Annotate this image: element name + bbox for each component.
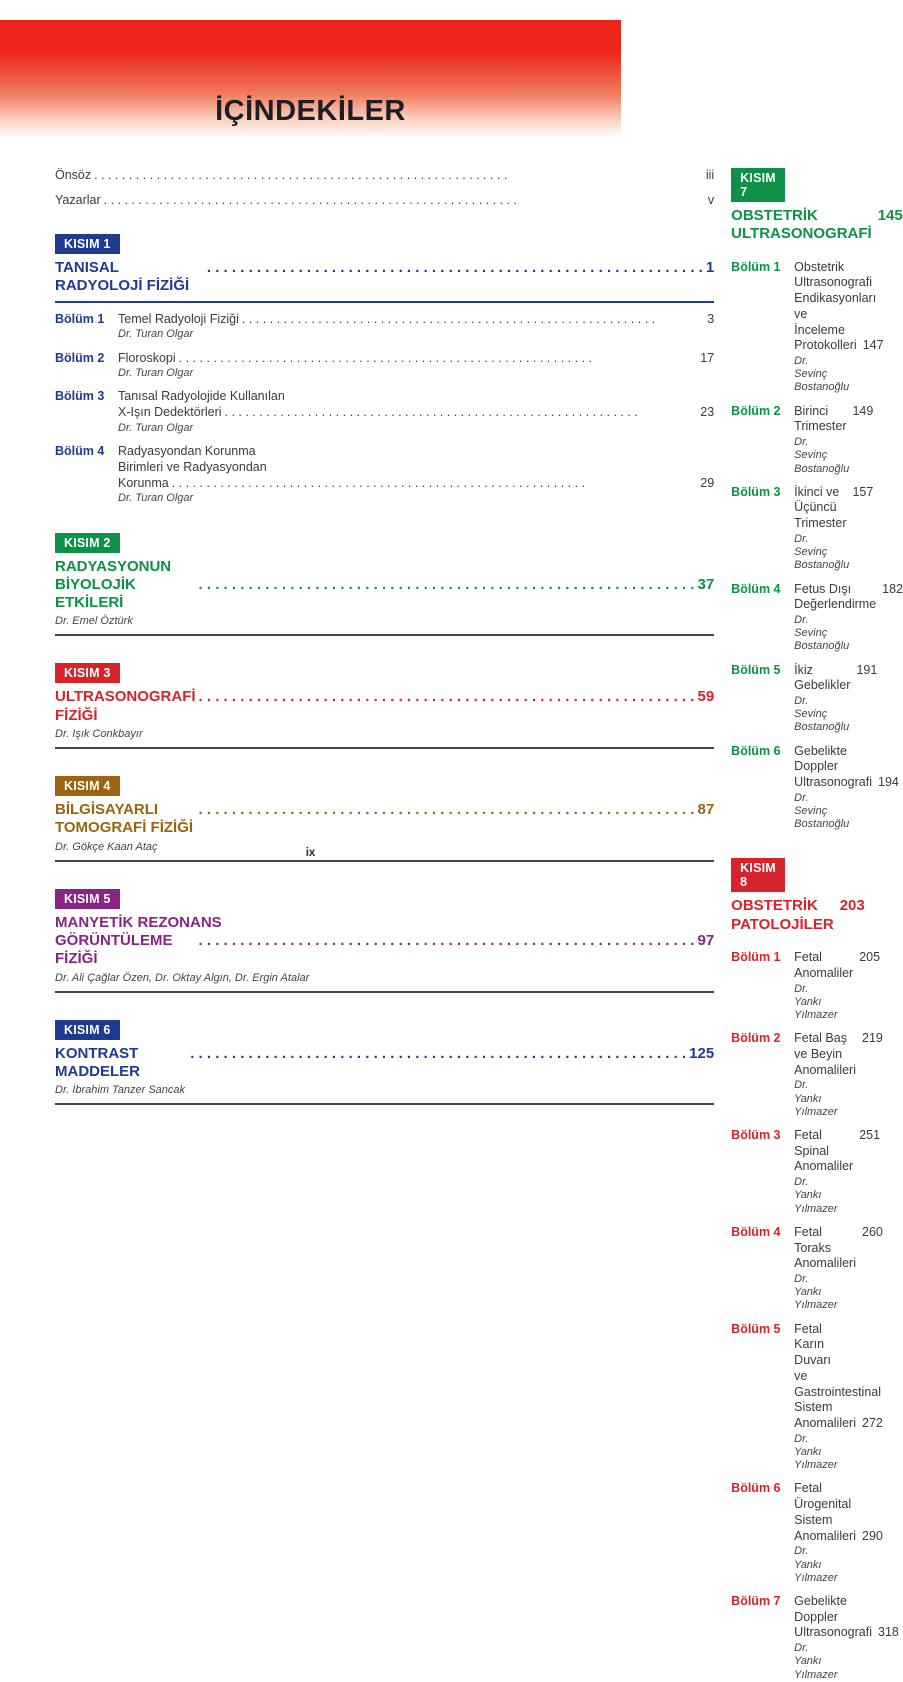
dot-leader	[179, 351, 698, 367]
chapter-page: 147	[862, 338, 884, 353]
kisim-2-title-row	[55, 558, 714, 613]
section-divider	[55, 1103, 714, 1105]
chapter-title: Birinci Trimester	[794, 403, 847, 434]
kisim-author: Dr. Işık Conkbayır	[55, 728, 143, 741]
chapter-title: Anomalileri	[794, 1528, 857, 1543]
toc-entry	[55, 351, 714, 381]
chapter-author: Dr. Turan Olgar	[118, 367, 194, 380]
kisim-1-badge: KISIM 1	[55, 234, 120, 254]
kisim-page: 1	[705, 259, 715, 276]
toc-entry	[55, 444, 714, 505]
chapter-label: Bölüm 6	[731, 743, 781, 758]
left-column	[55, 168, 714, 1682]
kisim-7-badge: KISIM 7	[731, 168, 785, 202]
top-margin	[0, 0, 621, 20]
chapter-page: 260	[862, 1224, 883, 1239]
kisim-3-badge: KISIM 3	[55, 663, 120, 683]
kisim-author: Dr. Gökçe Kaan Ataç	[55, 840, 158, 853]
chapter-title: Fetal Toraks Anomalileri	[794, 1224, 857, 1271]
chapter-label: Bölüm 2	[731, 1031, 781, 1046]
kisim-page: 203	[839, 897, 865, 915]
chapter-title: Floroskopi	[118, 350, 176, 365]
chapter-page: 29	[700, 475, 715, 490]
dot-leader	[104, 193, 705, 207]
section-kisim-1	[55, 234, 714, 506]
kisim-6-badge: KISIM 6	[55, 1020, 120, 1040]
chapter-label: Bölüm 1	[731, 950, 781, 965]
kisim-title-line: RADYASYONUN	[55, 557, 172, 575]
kisim-page: 37	[697, 575, 715, 593]
chapter-author: Dr. Turan Olgar	[118, 328, 194, 341]
kisim-title-line: MANYETİK REZONANS	[55, 913, 222, 931]
kisim-title: KONTRAST MADDELER	[55, 1044, 140, 1080]
kisim-4-badge: KISIM 4	[55, 776, 120, 796]
kisim-5-title-row	[55, 914, 714, 969]
chapter-page: 205	[859, 950, 881, 965]
kisim-page: 87	[697, 801, 715, 819]
chapter-title: Fetal Spinal Anomaliler	[794, 1127, 854, 1174]
chapter-label: Bölüm 5	[731, 662, 781, 677]
toc-content: Önsöz . . . iii Yazarlar . . . v KISIM 1 TANISAL RADYOLOJİ FİZİĞİ . . . 1 Bölüm 1 Temel Radyoloji Fiziği . . . 3 Dr. Turan Olgar Bölüm 2 Floroskopi . . . 17 Dr. Turan Olgar Bölüm 3 Tanısal Radyolojide Kullanılan X-Işın Dedektörleri . . . 23 Dr. Turan Olgar Bölüm 4 Radyasyondan Korunma Birimleri ve Radyasyondan Korunma . . . 29 Dr. Turan Olgar KISIM 2 RADYASYONUN BİYOLOJİK ETKİLERİ . . . 37 Dr. Emel Öztürk KISIM 3 ULTRASONOGRAFİ FİZİĞİ . . . 59 Dr. Işık Conkbayır KISIM 4 BİLGİSAYARLI TOMOGRAFİ FİZİĞİ . . . 87 Dr. Gökçe Kaan Ataç KISIM 5 MANYETİK REZONANS GÖRÜNTÜLEME FİZİĞİ . . . 97 Dr. Ali Çağlar Özen, Dr. Oktay Algın, Dr. Ergin Atalar KISIM 6 KONTRAST MADDELER . . . 125 Dr. İbrahim Tanzer Sancak KISIM 7 OBSTETRİK ULTRASONOGRAFİ 145 Bölüm 1 Obstetrik Ultrasonografi Endikasyonları ve İnceleme Protokolleri 147 Dr. Sevinç Bostanoğlu Bölüm 2 Birinci Trimester 149 Dr. Sevinç Bostanoğlu Bölüm 3 İkinci ve Üçüncü Trimester 157 Dr. Sevinç Bostanoğlu Bölüm 4 Fetus Dışı Değerlendirme 182 Dr. Sevinç Bostanoğlu Bölüm 5 İkiz Gebelikler 191 Dr. Sevinç Bostanoğlu Bölüm 6 Gebelikte Doppler Ultrasonografi 194 Dr. Sevinç Bostanoğlu KISIM 8 OBSTETRİK PATOLOJİLER 203 Bölüm 1 Fetal Anomaliler 205 Dr. Yankı Yılmazer Bölüm 2 Fetal Baş ve Beyin Anomalileri 219 Dr. Yankı Yılmazer Bölüm 3 Fetal Spinal Anomaliler 251 Dr. Yankı Yılmazer Bölüm 4 Fetal Toraks Anomalileri 260 Dr. Yankı Yılmazer Bölüm 5 Fetal Karın Duvarı ve Gastrointestinal Sistem Anomalileri 272 Dr. Yankı Yılmazer Bölüm 6 Fetal Ürogenital Sistem Anomalileri 290 Dr. Yankı Yılmazer Bölüm 7 Gebelikte Doppler Ultrasonografi 318 Dr. Yankı Yılmazer	[0, 138, 621, 1682]
chapter-label: Bölüm 4	[55, 444, 105, 459]
frontmatter-label: Yazarlar	[55, 193, 101, 207]
chapter-label: Bölüm 7	[731, 1593, 781, 1608]
page-number: ix	[305, 847, 316, 859]
section-kisim-3	[55, 663, 714, 749]
toc-entry	[55, 312, 714, 342]
frontmatter	[55, 168, 714, 207]
chapter-title: X-Işın Dedektörleri	[118, 405, 222, 420]
kisim-5-badge: KISIM 5	[55, 889, 120, 909]
kisim-title: BİYOLOJİK ETKİLERİ	[55, 575, 136, 612]
kisim-author: Dr. İbrahim Tanzer Sancak	[55, 1084, 186, 1097]
dot-leader	[207, 259, 703, 277]
kisim-page: 125	[689, 1044, 715, 1062]
chapter-label: Bölüm 3	[731, 1127, 781, 1142]
chapter-label: Bölüm 1	[55, 311, 105, 326]
kisim-page: 97	[697, 931, 715, 949]
chapter-page: 219	[862, 1031, 883, 1046]
page-title: İÇİNDEKİLER	[215, 95, 406, 127]
kisim-3-title-row	[55, 688, 714, 725]
chapter-page: 251	[859, 1127, 881, 1142]
dot-leader	[190, 1045, 686, 1063]
chapter-label: Bölüm 6	[731, 1481, 781, 1496]
chapter-title: Temel Radyoloji Fiziği	[118, 311, 239, 326]
frontmatter-label: Önsöz	[55, 168, 92, 182]
frontmatter-page: iii	[705, 168, 715, 182]
section-divider	[55, 860, 714, 862]
chapter-author: Dr. Turan Olgar	[118, 492, 194, 505]
chapter-page: 182	[882, 581, 903, 596]
chapter-label: Bölüm 3	[731, 484, 781, 499]
kisim-title: ULTRASONOGRAFİ FİZİĞİ	[55, 688, 196, 724]
frontmatter-page: v	[707, 193, 715, 207]
kisim-title: BİLGİSAYARLI TOMOGRAFİ FİZİĞİ	[55, 801, 194, 837]
section-kisim-2	[55, 533, 714, 637]
kisim-title: OBSTETRİK PATOLOJİLER	[731, 897, 834, 933]
chapter-title-line: Radyasyondan Korunma	[118, 444, 256, 459]
frontmatter-row-onsoz	[55, 168, 714, 182]
chapter-title: Fetal Anomaliler	[794, 950, 854, 980]
kisim-1-title-row	[55, 259, 714, 303]
section-divider	[55, 634, 714, 636]
chapter-label: Bölüm 2	[55, 350, 105, 365]
kisim-2-badge: KISIM 2	[55, 533, 120, 553]
chapter-title: Korunma	[118, 475, 169, 490]
chapter-title: Ultrasonografi	[794, 1625, 872, 1640]
chapter-label: Bölüm 5	[731, 1321, 781, 1336]
section-divider	[55, 991, 714, 993]
dot-leader	[242, 312, 704, 328]
chapter-title-line: Birimleri ve Radyasyondan	[118, 459, 267, 474]
chapter-label: Bölüm 2	[731, 403, 781, 418]
chapter-page: 157	[852, 484, 874, 499]
dot-leader	[94, 168, 703, 182]
chapter-page: 318	[878, 1625, 899, 1640]
chapter-label: Bölüm 4	[731, 581, 781, 596]
kisim-page: 145	[877, 207, 903, 224]
chapter-label: Bölüm 1	[731, 259, 781, 274]
chapter-title: Fetus Dışı Değerlendirme	[794, 581, 877, 612]
kisim-title: OBSTETRİK ULTRASONOGRAFİ	[731, 207, 872, 243]
dot-leader	[199, 576, 695, 594]
chapter-page: 290	[862, 1528, 883, 1543]
chapter-title-line: Tanısal Radyolojide Kullanılan	[118, 389, 285, 404]
kisim-title: TANISAL RADYOLOJİ FİZİĞİ	[55, 259, 190, 295]
chapter-page: 3	[707, 311, 715, 326]
header-band	[0, 20, 621, 138]
section-kisim-5	[55, 889, 714, 993]
chapter-title: İkiz Gebelikler	[794, 662, 851, 693]
chapter-page: 272	[862, 1416, 883, 1431]
chapter-label: Bölüm 3	[55, 389, 105, 404]
chapter-page: 149	[852, 403, 874, 418]
kisim-6-title-row	[55, 1045, 714, 1082]
section-kisim-6	[55, 1020, 714, 1106]
kisim-8-badge: KISIM 8	[731, 858, 785, 892]
section-divider	[55, 747, 714, 749]
chapter-page: 23	[700, 405, 715, 420]
dot-leader	[199, 932, 695, 950]
chapter-title: Protokolleri	[794, 338, 857, 353]
chapter-page: 191	[856, 662, 878, 677]
kisim-4-title-row	[55, 801, 714, 838]
chapter-title: Anomalileri	[794, 1416, 857, 1431]
dot-leader	[199, 801, 695, 819]
chapter-label: Bölüm 4	[731, 1224, 781, 1239]
chapter-title: Fetal Baş ve Beyin Anomalileri	[794, 1031, 857, 1077]
chapter-page: 17	[700, 350, 715, 365]
kisim-author: Dr. Emel Öztürk	[55, 615, 133, 628]
kisim-title: GÖRÜNTÜLEME FİZİĞİ	[55, 931, 173, 968]
chapter-title: Ultrasonografi	[794, 775, 872, 790]
dot-leader	[172, 476, 698, 492]
frontmatter-row-yazarlar	[55, 193, 714, 207]
dot-leader	[225, 405, 698, 421]
dot-leader	[199, 688, 695, 706]
kisim-author: Dr. Ali Çağlar Özen, Dr. Oktay Algın, Dr. Ergin Atalar	[55, 971, 310, 984]
chapter-title: İkinci ve Üçüncü Trimester	[794, 484, 847, 531]
chapter-author: Dr. Turan Olgar	[118, 421, 194, 434]
kisim-page: 59	[697, 688, 715, 706]
chapter-page: 194	[878, 775, 899, 790]
toc-entry	[55, 389, 714, 435]
